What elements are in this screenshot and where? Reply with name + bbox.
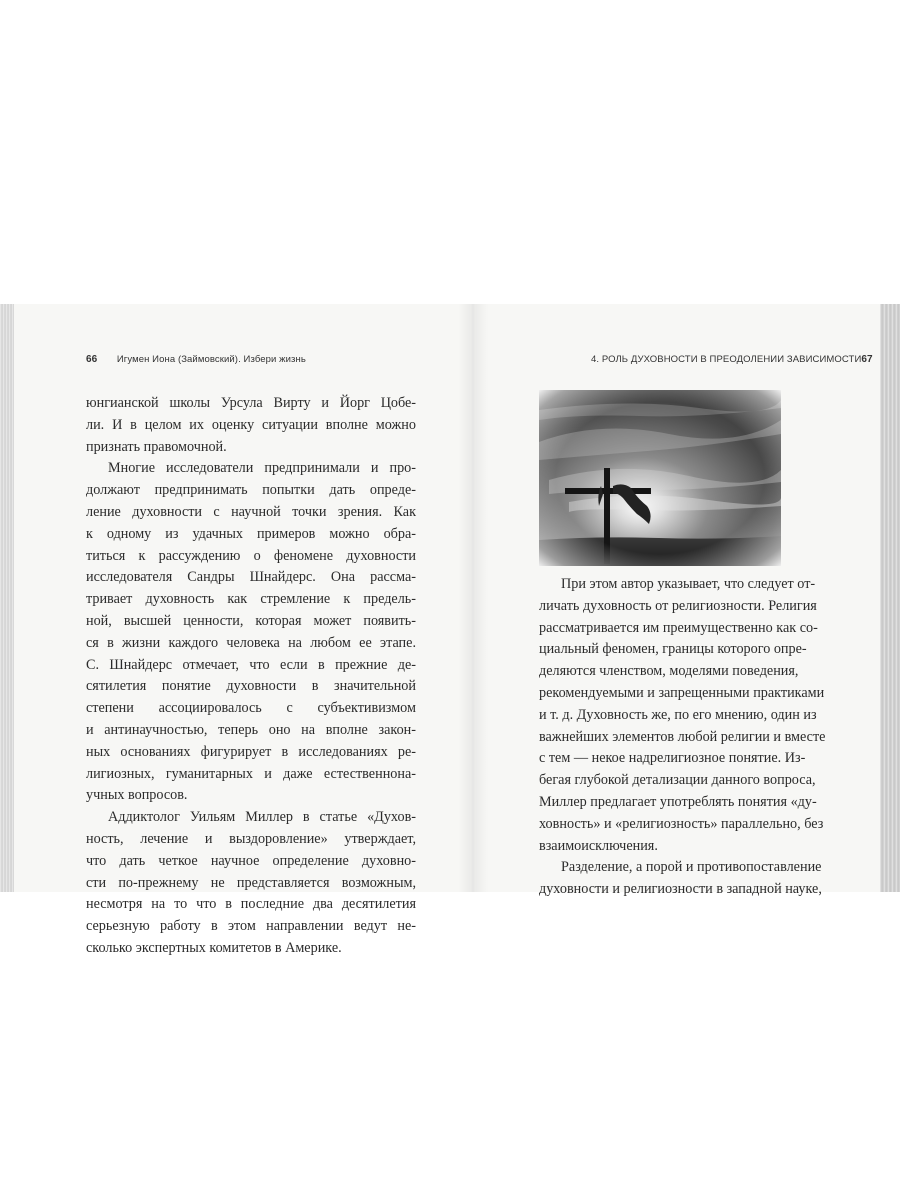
text-line: титься к рассуждению о феномене духовности [86, 547, 416, 564]
text-line: ся в жизни каждого человека на любом ее этапе. [86, 634, 416, 651]
text-line: тривает духовность как стремление к предель- [86, 591, 416, 608]
left-running-head [86, 354, 306, 365]
text-line: При этом автор указывает, что следует от- [561, 576, 816, 592]
text-line: лигиозных, гуманитарных и даже естественнона- [86, 765, 416, 782]
text-line: степени ассоциировалось с субъективизмом [86, 700, 416, 717]
left-page-number: 66 [86, 354, 98, 365]
text-line: учных вопросов. [86, 787, 188, 804]
text-line: личать духовность от религиозности. Религия [539, 597, 817, 614]
book-gutter [458, 304, 488, 892]
left-page-edges [0, 304, 14, 892]
right-page-text [539, 574, 826, 901]
left-running-head-title: Игумен Иона (Займовский). Избери жизнь [116, 354, 306, 365]
text-line: духовности и религиозности в западной науке, [539, 881, 822, 898]
right-page-number: 67 [861, 354, 873, 365]
cross-sunset-image [539, 390, 781, 566]
text-line: циальный феномен, границы которого опре- [539, 641, 807, 658]
text-line: исследователя Сандры Шнайдерс. Она рассма- [86, 569, 416, 586]
text-line: бегая глубокой детализации данного вопроса, [539, 772, 816, 789]
text-line: признать правомочной. [86, 438, 227, 455]
text-line: сти по-прежнему не представляется возможным, [86, 874, 416, 891]
text-line: должают предпринимать попытки дать опреде- [86, 482, 416, 499]
text-line: серьезную работу в этом направлении ведут не- [86, 918, 416, 935]
text-line: важнейших элементов любой религии и вместе [539, 728, 826, 745]
text-line: ление духовности с научной точки зрения. Как [86, 503, 416, 520]
text-line: ли. И в целом их оценку ситуации вполне можно [86, 416, 416, 433]
text-line: ность, лечение и выздоровление» утверждает, [86, 830, 416, 847]
text-line: и т. д. Духовность же, по его мнению, один из [539, 706, 817, 723]
text-line: Разделение, а порой и противопоставление [561, 859, 822, 876]
text-line: к одному из удачных примеров можно обра- [86, 525, 416, 542]
left-page-text [86, 393, 416, 960]
text-line: несмотря на то что в последние два десятилетия [86, 896, 416, 913]
text-line: деляются членством, моделями поведения, [539, 663, 799, 680]
cross-sunset-photo [539, 390, 781, 566]
text-line: С. Шнайдерс отмечает, что если в прежние де- [86, 656, 416, 673]
right-page-edges [880, 304, 900, 892]
text-line: Многие исследователи предпринимали и про- [108, 460, 416, 477]
right-running-head [539, 354, 873, 365]
text-line: взаимоисключения. [539, 837, 658, 854]
text-line: ных основаниях фигурирует в исследованиях ре- [86, 743, 416, 760]
right-running-head-title: 4. РОЛЬ ДУХОВНОСТИ В ПРЕОДОЛЕНИИ ЗАВИСИМОСТИ [591, 354, 862, 365]
text-line: ховность» и «религиозность» параллельно, без [539, 815, 824, 832]
text-line: с тем — некое надрелигиозное понятие. Из- [539, 750, 806, 767]
text-line: что дать четкое научное определение духовно- [86, 852, 416, 869]
text-line: рекомендуемыми и запрещенными практиками [539, 684, 825, 701]
text-line: Аддиктолог Уильям Миллер в статье «Духов- [108, 809, 416, 826]
text-line: сколько экспертных комитетов в Америке. [86, 939, 342, 956]
text-line: и антинаучностью, теперь оно на вполне закон- [86, 721, 416, 738]
text-line: сятилетия понятие духовности в значительной [86, 678, 416, 695]
text-line: юнгианской школы Урсула Вирту и Йорг Цобе- [86, 395, 416, 411]
text-line: рассматривается им преимущественно как со- [539, 619, 818, 636]
text-line: ной, высшей ценности, которая может появить- [86, 612, 416, 629]
text-line: Миллер предлагает употреблять понятия «ду- [539, 793, 817, 810]
